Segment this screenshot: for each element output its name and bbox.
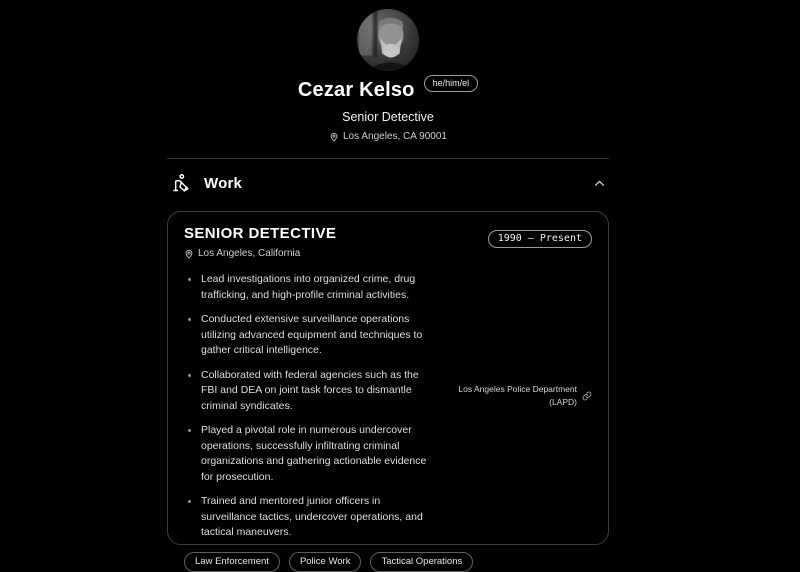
person-working-icon	[170, 173, 191, 194]
job-bullet	[188, 494, 429, 541]
job-bullet	[188, 312, 429, 359]
bullet-text: Collaborated with federal agencies such as the FBI and DEA on joint task forces to dismantle criminal syndicates.	[201, 368, 419, 412]
company-name: Los Angeles Police Department (LAPD)	[458, 383, 577, 407]
job-tags	[184, 552, 592, 572]
bullet-dot-icon	[188, 374, 191, 377]
content-column	[167, 0, 609, 567]
job-card	[167, 211, 609, 567]
job-bullet	[188, 272, 429, 303]
job-card-header	[184, 225, 592, 259]
profile-job-title: Senior Detective	[342, 110, 434, 124]
bullet-dot-icon	[188, 500, 191, 503]
job-card-header-left	[184, 225, 336, 259]
bullet-text: Played a pivotal role in numerous undercover operations, successfully infiltrating criminal organizations and gathering actionable evidence for prosecution.	[201, 424, 427, 483]
job-location-text: Los Angeles, California	[198, 248, 301, 259]
date-range-badge: 1990 – Present	[488, 230, 592, 248]
job-location	[184, 248, 336, 259]
tag-badge: Tactical Operations	[370, 552, 473, 572]
name-row	[167, 79, 609, 102]
avatar	[357, 9, 419, 71]
pronouns-badge: he/him/el	[424, 75, 479, 92]
profile-header	[167, 0, 609, 142]
job-bullets	[184, 272, 429, 550]
job-title: SENIOR DETECTIVE	[184, 225, 337, 242]
bullet-dot-icon	[188, 429, 191, 432]
bullet-dot-icon	[188, 318, 191, 321]
work-section-header[interactable]	[167, 159, 609, 194]
job-bullet	[188, 423, 429, 485]
tag-badge: Police Work	[289, 552, 362, 572]
bullet-text: Conducted extensive surveillance operations utilizing advanced equipment and techniques to gather critical intelligence.	[201, 313, 423, 356]
bullet-text: Lead investigations into organized crime, drug trafficking, and high-profile criminal activities.	[201, 273, 416, 301]
map-pin-icon	[329, 132, 339, 142]
bullet-text: Trained and mentored junior officers in surveillance tactics, undercover operations, and tactical maneuvers.	[201, 495, 423, 538]
map-pin-icon	[184, 249, 194, 259]
bullet-dot-icon	[188, 278, 191, 281]
link-icon	[582, 391, 592, 401]
chevron-up-icon[interactable]	[593, 177, 606, 190]
job-bullet	[188, 368, 429, 415]
profile-name: Cezar Kelso	[297, 79, 415, 101]
profile-location-text: Los Angeles, CA 90001	[343, 131, 447, 142]
tag-badge: Law Enforcement	[184, 552, 280, 572]
company-link[interactable]	[429, 272, 592, 550]
job-card-body	[184, 272, 592, 550]
profile-location	[167, 131, 609, 142]
work-section-title: Work	[204, 175, 243, 192]
